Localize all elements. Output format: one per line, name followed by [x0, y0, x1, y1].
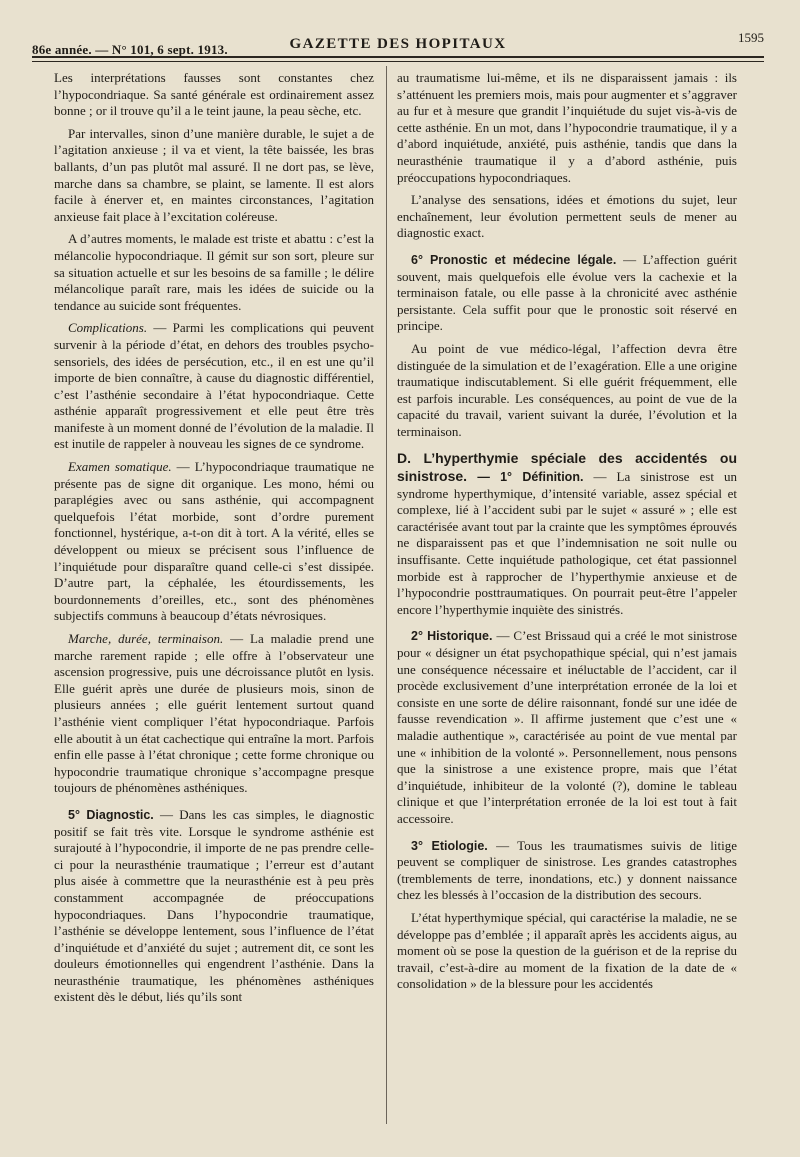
paragraph: au traumatisme lui-même, et ils ne disparaissent jamais : ils s’atténuent les premiers mois, mais pour augmenter et s’aggraver au fur et à mesure que grandit l’inquiétude du sujet vis-à-vis de cette asthénie. En un mot, dans l’hypocondrie traumatique, il y a d’abord inquiétude, anxiété, puis asthénie, tandis que dans la neurasthénie traumatique il y a d’abord asthénie, puis préoccupations hypocondriaques. [397, 70, 737, 185]
paragraph-sinistrose [397, 450, 737, 618]
journal-title: GAZETTE DES HOPITAUX [289, 36, 507, 52]
paragraph-text: — Dans les cas simples, le diagnostic positif se fait très vite. Lorsque le syndrome asthénie est surajouté à l’hypocondrie, il importe de ne pas prendre celle-ci pour la neurasthénie traumatique ; l’erreur est d’autant plus aisée à commettre que la neurasthénie est à peu près constamment accompagnée de préoccupations hypocondriaques. Dans l’hypocondrie traumatique, l’asthénie se développe lentement, sous l’influence de l’état d’inquiétude et d’anxiété du sujet ; autrement dit, ce sont les douleurs émotionnelles qui engendrent l’asthénie. Dans la neurasthénie traumatique, les phénomènes asthéniques existent dès le début, liés qu’ils sont [54, 806, 374, 1005]
paragraph-text: — Parmi les complications qui peuvent survenir à la période d’état, en dehors des troubles psycho-sensoriels, des idées de persécution, etc., il en est une qu’il importe de bien connaître, à cause du diagnostic différentiel, c’est l’asthénie secondaire à l’état hypocondriaque. Cette asthénie apparaît progressivement et elle peut être très manifeste à un moment donné de l’évolution de la maladie. Il est inutile de rappeler à nouveau les signes de ce syndrome. [54, 320, 374, 452]
left-column [54, 70, 374, 1012]
section-heading: 5° Diagnostic. [68, 807, 154, 822]
paragraph-historique [397, 628, 737, 827]
paragraph: L’état hyperthymique spécial, qui caractérise la maladie, ne se développe pas d’emblée ; il apparaît après les accidents aigus, au moment où se pose la question de la guérison et de la reprise du travail, c’est-à-dire au moment de la fixation de la date de « consolidation » de la blessure pour les accidentés [397, 909, 737, 992]
paragraph-text: — La sinistrose est un syndrome hyperthymique, d’intensité variable, assez spécial et complexe, lié à l’accident subi par le sujet « assuré » ; elle est caractérisée avant tout par la crainte que les symptômes éprouvés ne disparaissent pas et que l’indemnisation ne soit nulle ou insuffisante. Cette inquiétude pathologique, cet état passionnel morbide est à rapprocher de l’hyperthymie anxieuse et de l’hypocondrie posttraumatiques. On pourrait peut-être l’appeler encore l’hyperthymie inquiète des sinistrés. [397, 469, 737, 617]
paragraph-pronostic [397, 252, 737, 335]
paragraph: L’analyse des sensations, idées et émotions du sujet, leur enchaînement, leur évolution permettent seuls de mener au diagnostic exact. [397, 192, 737, 241]
paragraph-text: — L’affection guérit souvent, mais quelquefois elle évolue vers la cachexie et la terminaison fatale, ou elle passe à la chronicité avec asthénie persistante. Cela suffit pour que le pronostic soit réservé en principe. [397, 251, 737, 334]
subheading: Complications. [68, 320, 148, 336]
paragraph-text: — La maladie prend une marche rarement rapide ; elle offre à l’observateur une ascension progressive, puis une décroissance plutôt en lysis. Elle guérit après une durée de plusieurs mois, sinon de plusieurs années ; elle guérit lentement surtout quand l’asthénie vient compliquer l’état hypocondriaque. Parfois elle aboutit à un état cachectique qui entraîne la mort. Parfois enfin elle passe à l’état chronique ; cette forme chronique ou hypocondrie traumatique chronique s’accompagne presque toujours de phénomènes asthéniques. [54, 631, 374, 796]
paragraph-examen [54, 459, 374, 625]
subheading: Marche, durée, terminaison. [68, 631, 224, 646]
subheading: Examen somatique. [68, 459, 172, 475]
subsection-heading: — 1° Définition. [467, 470, 584, 485]
section-heading: 6° Pronostic et médecine légale. [411, 252, 617, 267]
paragraph: Les interprétations fausses sont constantes chez l’hypocondriaque. Sa santé générale est ordinairement assez bonne ; or il trouve qu’il a le teint jaune, la peau sèche, etc. [54, 70, 374, 119]
header-rule-thin [32, 61, 764, 62]
paragraph-text: — C’est Brissaud qui a créé le mot sinistrose pour « désigner un état psychopathique spécial, qui n’est jamais une conséquence nécessaire et inéluctable de l’accident, car il procède exclusivement d’une interprétation erronée de la loi et consiste en une sorte de délire raisonnant, fondé sur une idée de fausse revendication ». Il affirme justement que c’est une « maladie authentique », caractérisée au point de vue mental par une « inhibition de la volonté ». Personnellement, nous pensons que la sinistrose a une existence propre, mais que l’état d’inquiétude, inhibiteur de la volonté (?), domine le tableau clinique et que l’interprétation erronée de la loi est tout à fait accessoire. [397, 628, 737, 826]
paragraph-complications [54, 320, 374, 453]
paragraph-text: — L’hypocondriaque traumatique ne présente pas de signe dit organique. Les mono, hémi ou paraplégies avec ou sans asthénie, qui accompagnent quelquefois l’état morbide, sont d’ordre purement fonctionnel, hystérique, a-t-on dit à tort. A la vérité, elles se développent ou mieux se précisent sous l’influence de l’inquiétude pour disparaître quand celle-ci s’est dissipée. D’autre part, la céphalée, les étourdissements, les bourdonnements d’oreilles, etc., sont des phénomènes subjectifs communs à beaucoup d’états névrosiques. [54, 459, 375, 624]
paragraph-marche [54, 631, 374, 797]
header-rule-thick [32, 56, 764, 58]
page-number: 1595 [738, 30, 764, 45]
paragraph-diagnostic [54, 807, 374, 1006]
paragraph: Par intervalles, sinon d’une manière durable, le sujet a de l’agitation anxieuse ; il va et vient, la tête baissée, les bras ballants, d’un pas plutôt mal assuré. Il ne dort pas, se lève, marche dans sa chambre, se plaint, se lamente. Il est alors facile à énerver et, en maintes circonstances, l’agitation anxieuse fait place à l’excitation coléreuse. [54, 125, 374, 224]
section-heading: 3° Etiologie. [411, 838, 488, 853]
paragraph-etiologie [397, 838, 737, 904]
running-header [32, 30, 764, 57]
column-divider [386, 66, 387, 1124]
paragraph: A d’autres moments, le malade est triste et abattu : c’est la mélancolie hypocondriaque. Il gémit sur son sort, pleure sur sa situation actuelle et sur les besoins de sa famille ; le délire mélancolique paraît rare, mais les idées de suicide ou la tendance au suicide sont fréquentes. [54, 231, 374, 313]
section-heading: D. L’hyperthymie spéciale des accidentés ou sinistrose. [397, 450, 737, 485]
paragraph-text: — Tous les traumatismes suivis de litige peuvent se compliquer de sinistrose. Les grandes catastrophes (tremblements de terre, inondations, etc.) y donnent naissance chez les blessés à l’occasion de la distribution des secours. [397, 837, 737, 903]
issue-info: 86e année. — N° 101, 6 sept. 1913. [32, 42, 228, 57]
right-column [397, 70, 737, 999]
section-heading: 2° Historique. [411, 629, 493, 644]
paragraph: Au point de vue médico-légal, l’affection devra être distinguée de la simulation et de l’exagération. Elle a une origine traumatique indiscutablement. Si elle guérit fréquemment, elle est parfois incurable. Les conséquences, au point de vue de la capacité du travail, varient suivant la durée, l’évolution et la terminaison. [397, 340, 737, 439]
